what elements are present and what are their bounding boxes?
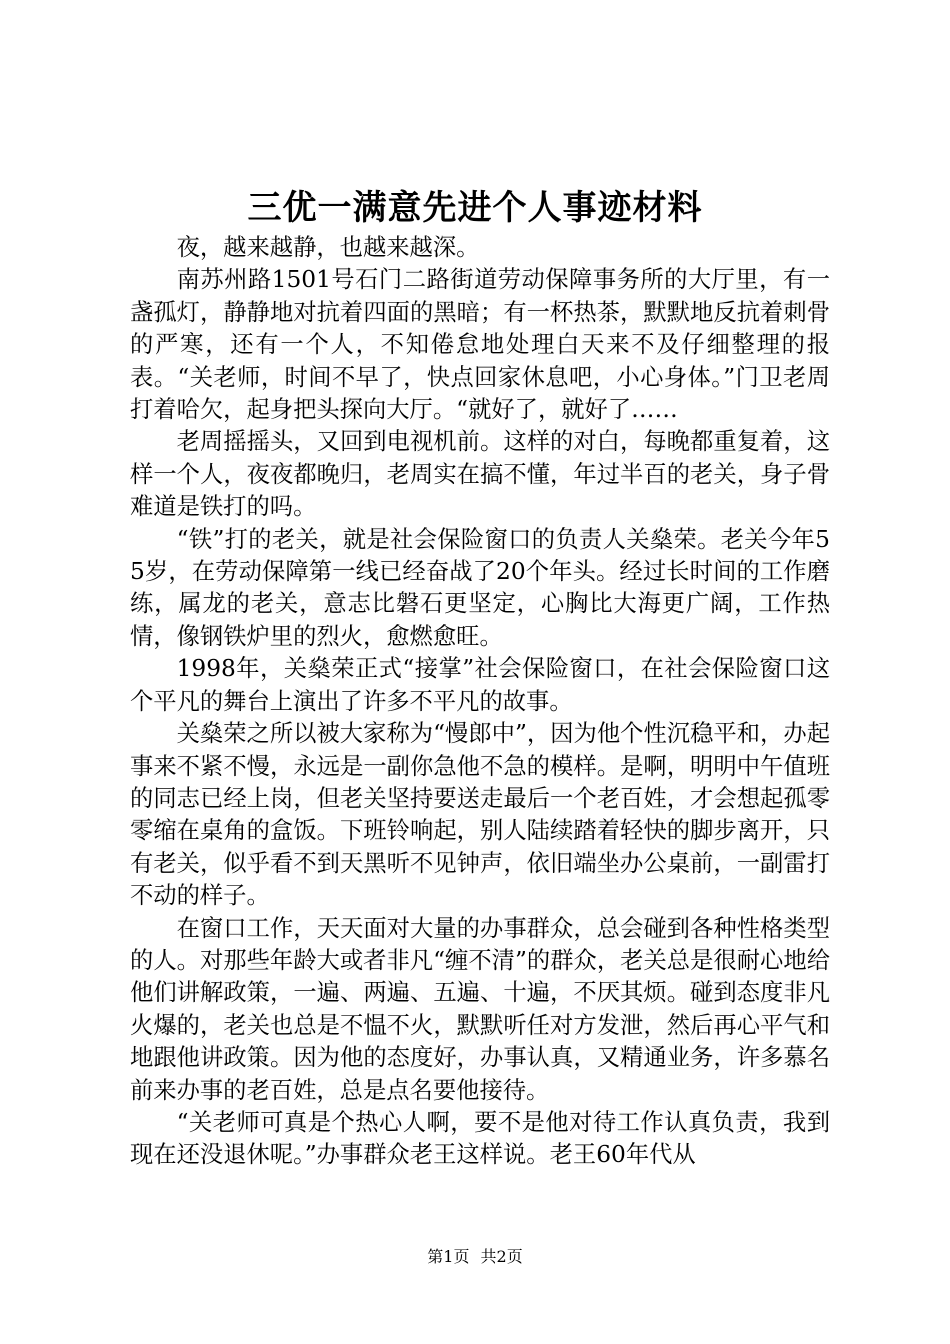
paragraph: 1998年，关燊荣正式“接掌”社会保险窗口，在社会保险窗口这个平凡的舞台上演出了许多不平凡的故事。 bbox=[130, 655, 830, 715]
document-title: 三优一满意先进个人事迹材料 bbox=[247, 188, 703, 228]
document-body bbox=[130, 232, 830, 1172]
page-number: 第1页 bbox=[427, 1247, 470, 1266]
paragraph: “关老师可真是个热心人啊，要不是他对待工作认真负责，我到现在还没退休呢。”办事群众老王这样说。老王60年代从 bbox=[130, 1108, 830, 1169]
paragraph: 老周摇摇头，又回到电视机前。这样的对白，每晚都重复着，这样一个人，夜夜都晚归，老周实在搞不懂，年过半百的老关，身子骨难道是铁打的吗。 bbox=[130, 428, 830, 521]
page-total: 共2页 bbox=[480, 1247, 523, 1266]
paragraph: 在窗口工作，天天面对大量的办事群众，总会碰到各种性格类型的人。对那些年龄大或者非凡“缠不清”的群众，老关总是很耐心地给他们讲解政策，一遍、两遍、五遍、十遍，不厌其烦。碰到态度非凡火爆的，老关也总是不愠不火，默默听任对方发泄，然后再心平气和地跟他讲政策。因为他的态度好，办事认真，又精通业务，许多慕名前来办事的老百姓，总是点名要他接待。 bbox=[130, 914, 830, 1104]
paragraph: “铁”打的老关，就是社会保险窗口的负责人关燊荣。老关今年55岁，在劳动保障第一线已经奋战了20个年头。经过长时间的工作磨练，属龙的老关，意志比磐石更坚定，心胸比大海更广阔，工作热情，像钢铁炉里的烈火，愈燃愈旺。 bbox=[130, 525, 830, 650]
page-footer bbox=[0, 1247, 950, 1267]
paragraph: 夜，越来越静，也越来越深。 bbox=[176, 234, 480, 261]
paragraph: 南苏州路1501号石门二路街道劳动保障事务所的大厅里，有一盏孤灯，静静地对抗着四面的黑暗；有一杯热茶，默默地反抗着刺骨的严寒，还有一个人，不知倦怠地处理白天来不及仔细整理的报表。“关老师，时间不早了，快点回家休息吧，小心身体。”门卫老周打着哈欠，起身把头探向大厅。“就好了，就好了…… bbox=[130, 266, 830, 424]
paragraph: 关燊荣之所以被大家称为“慢郎中”，因为他个性沉稳平和，办起事来不紧不慢，永远是一副你急他不急的模样。是啊，明明中午值班的同志已经上岗，但老关坚持要送走最后一个老百姓，才会想起孤零零缩在桌角的盒饭。下班铃响起，别人陆续踏着轻快的脚步离开，只有老关，似乎看不到天黑听不见钟声，依旧端坐办公桌前，一副雷打不动的样子。 bbox=[130, 720, 830, 910]
